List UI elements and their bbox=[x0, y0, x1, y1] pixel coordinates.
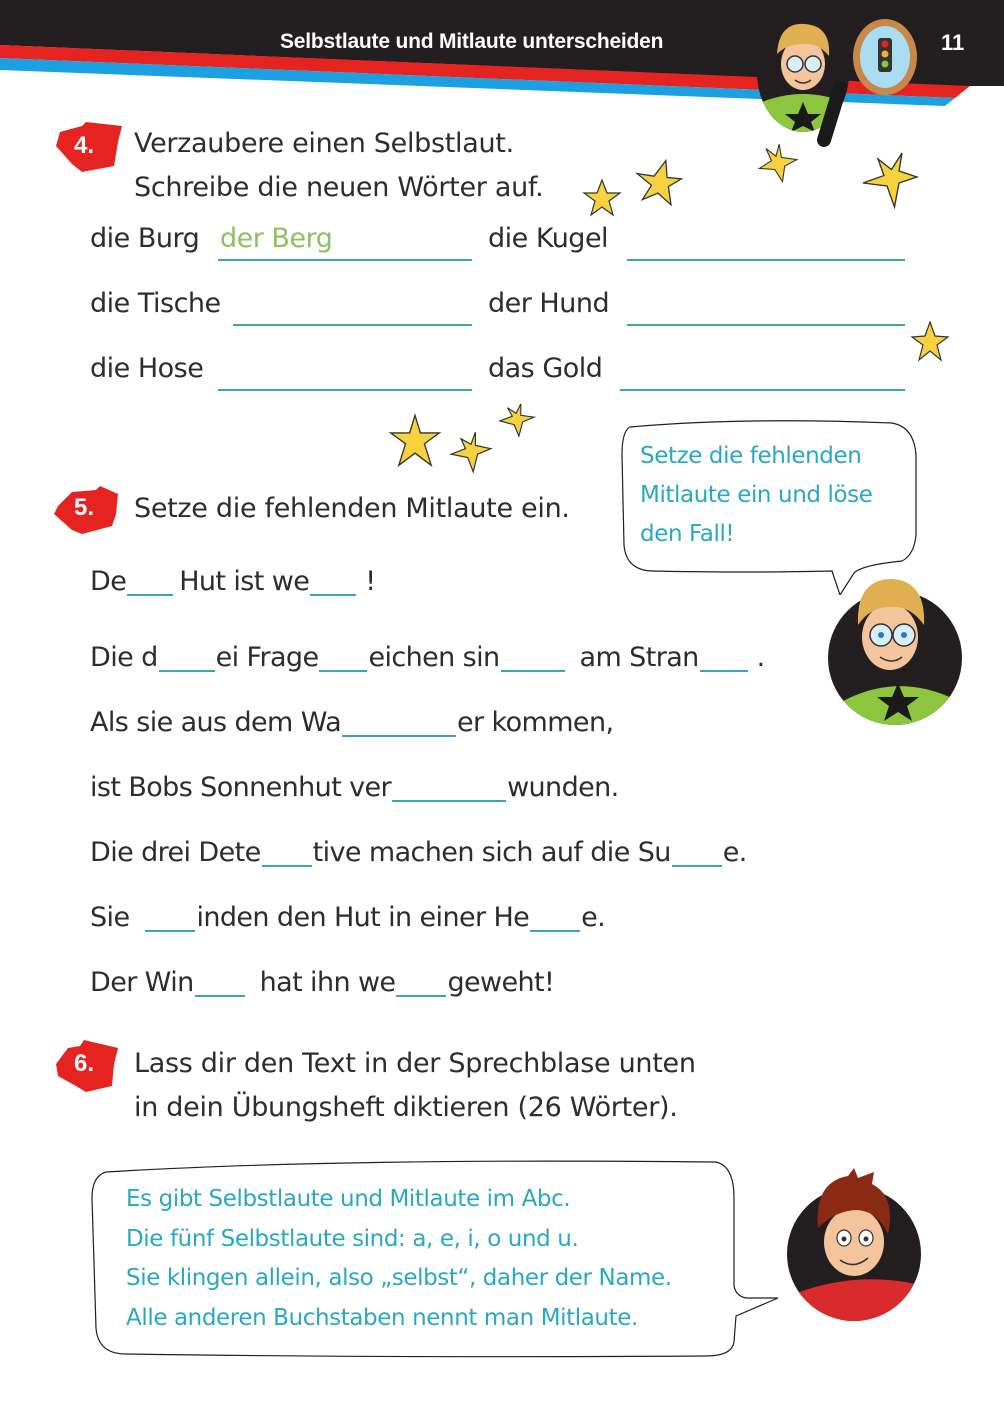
task-5-bubble-line1: Setze die fehlenden bbox=[640, 443, 862, 469]
task-4-word-hose: die Hose bbox=[90, 353, 204, 384]
star-icon bbox=[632, 158, 684, 210]
task-6-instruction-line2: in dein Übungsheft diktieren (26 Wörter). bbox=[134, 1092, 678, 1123]
task-4-badge: 4. bbox=[52, 122, 124, 172]
task-4-answer-field-hose[interactable] bbox=[218, 389, 472, 391]
task-4-word-kugel: die Kugel bbox=[488, 223, 609, 254]
gap-input[interactable] bbox=[262, 865, 312, 867]
task-4-answer-field-hund[interactable] bbox=[627, 324, 905, 326]
task-5-bubble-line3: den Fall! bbox=[640, 521, 735, 547]
task-4-word-gold: das Gold bbox=[488, 353, 603, 384]
star-icon bbox=[582, 178, 622, 218]
gap-input[interactable] bbox=[396, 995, 446, 997]
task-5-sentence-7: Der Win hat ihn we geweht! bbox=[90, 967, 555, 998]
gap-input[interactable] bbox=[145, 930, 195, 932]
task-6-badge: 6. bbox=[52, 1040, 124, 1090]
task-6-bubble-line1: Es gibt Selbstlaute und Mitlaute im Abc. bbox=[126, 1186, 571, 1212]
star-icon bbox=[498, 402, 536, 438]
task-4-instruction-line2: Schreibe die neuen Wörter auf. bbox=[134, 172, 544, 203]
gap-input[interactable] bbox=[342, 735, 456, 737]
task-5-speech-bubble bbox=[612, 415, 922, 595]
task-4-instruction-line1: Verzaubere einen Selbstlaut. bbox=[134, 128, 514, 159]
task-5-instruction: Setze die fehlenden Mitlaute ein. bbox=[134, 493, 570, 524]
gap-input[interactable] bbox=[195, 995, 245, 997]
gap-input[interactable] bbox=[501, 670, 565, 672]
star-icon bbox=[449, 430, 493, 474]
gap-input[interactable] bbox=[319, 670, 367, 672]
gap-input[interactable] bbox=[530, 930, 580, 932]
task-6-bubble-line4: Alle anderen Buchstaben nennt man Mitlaute. bbox=[126, 1305, 638, 1331]
page-title: Selbstlaute und Mitlaute unterscheiden bbox=[280, 30, 664, 53]
star-icon bbox=[388, 412, 442, 470]
task-4-answer-field-tische[interactable] bbox=[233, 324, 472, 326]
detective-peter-avatar bbox=[784, 1168, 924, 1324]
task-4-answer-berg: der Berg bbox=[220, 223, 333, 254]
task-6-speech-bubble bbox=[86, 1158, 786, 1360]
task-6-bubble-line2: Die fünf Selbstlaute sind: a, e, i, o und u. bbox=[126, 1226, 579, 1252]
gap-input[interactable] bbox=[672, 865, 722, 867]
task-4-word-hund: der Hund bbox=[488, 288, 610, 319]
gap-input[interactable] bbox=[392, 800, 506, 802]
task-4-answer-field-gold[interactable] bbox=[620, 389, 905, 391]
task-5-sentence-5: Die drei Dete tive machen sich auf die Su e. bbox=[90, 837, 747, 868]
task-4-word-burg: die Burg bbox=[90, 223, 200, 254]
detective-bob-avatar bbox=[826, 575, 964, 725]
star-icon bbox=[860, 150, 920, 210]
task-6-instruction-line1: Lass dir den Text in der Sprechblase unten bbox=[134, 1048, 696, 1079]
gap-input[interactable] bbox=[159, 670, 215, 672]
page-header bbox=[0, 0, 1004, 130]
task-5-sentence-4: ist Bobs Sonnenhut ver wunden. bbox=[90, 772, 619, 803]
task-5-bubble-line2: Mitlaute ein und löse bbox=[640, 482, 873, 508]
task-5-sentence-1: De Hut ist we ! bbox=[90, 566, 376, 597]
gap-input[interactable] bbox=[700, 670, 748, 672]
task-4-answer-field-burg[interactable] bbox=[218, 259, 472, 261]
star-icon bbox=[910, 320, 950, 364]
task-5-sentence-3: Als sie aus dem Wa er kommen, bbox=[90, 707, 614, 738]
task-5-sentence-2: Die d ei Frage eichen sin am Stran . bbox=[90, 642, 765, 673]
star-icon bbox=[755, 142, 799, 186]
gap-input[interactable] bbox=[310, 594, 356, 596]
task-6-bubble-line3: Sie klingen allein, also „selbst“, daher der Name. bbox=[126, 1265, 672, 1291]
gap-input[interactable] bbox=[127, 594, 173, 596]
task-5-sentence-6: Sie inden den Hut in einer He e. bbox=[90, 902, 606, 933]
page-number: 11 bbox=[941, 30, 965, 55]
task-5-badge: 5. bbox=[52, 484, 124, 534]
magnifier-icon bbox=[810, 12, 930, 152]
task-4-word-tische: die Tische bbox=[90, 288, 221, 319]
task-4-answer-field-kugel[interactable] bbox=[627, 259, 905, 261]
